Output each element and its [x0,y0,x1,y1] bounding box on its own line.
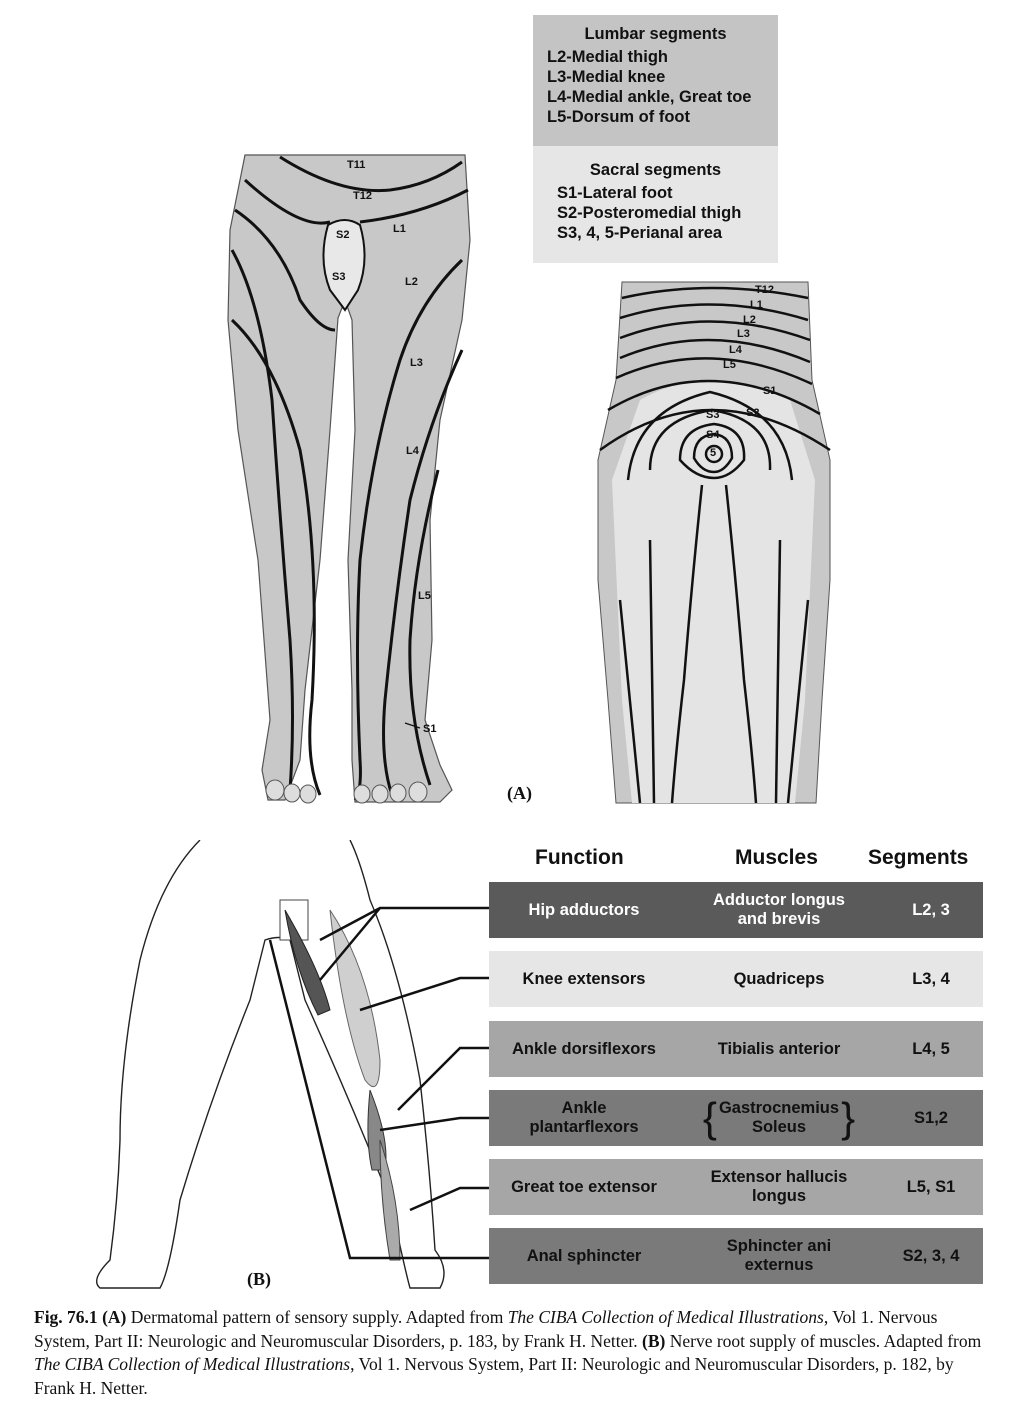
dermatome-label: L1 [750,299,763,311]
lumbar-legend-title: Lumbar segments [584,25,727,43]
sacral-legend-line: S2-Posteromedial thigh [557,204,742,222]
segment-cell: S1,2 [914,1108,948,1127]
table-row [489,951,983,1007]
muscle-name: Tibialis anterior [717,1039,841,1058]
dermatome-label: S4 [706,429,720,441]
muscle-cell [679,1237,879,1275]
dermatome-label: S1 [763,385,777,397]
muscle-cell [679,1040,879,1059]
muscle-name: Quadriceps [733,969,825,988]
back-dermatome-illustration [580,280,840,805]
muscle-cell [679,891,879,929]
dermatome-label: S3 [332,271,346,283]
table-row [489,1159,983,1215]
left-brace-icon: { [702,1094,717,1141]
dermatome-label: T11 [347,159,366,171]
dermatome-label: L3 [737,328,750,340]
lumbar-legend [533,15,778,146]
muscle-cell [679,970,879,989]
function-cell: Great toe extensor [511,1177,657,1196]
dermatome-label: L3 [410,357,423,369]
caption-text: , Vol 1. Nervous System, Part II: Neurologic and Neuromuscular Disorders, p. 183, by Frank H. Netter. [34,1307,938,1351]
sacral-legend-line: S3, 4, 5-Perianal area [557,224,723,242]
segment-cell: L3, 4 [912,969,950,988]
back-view-drawing [580,280,840,805]
dermatome-label: T12 [755,284,774,296]
dermatome-label: L2 [743,314,756,326]
function-cell: Knee extensors [522,969,646,988]
dermatome-label: L4 [406,445,419,457]
lumbar-legend-line: L2-Medial thigh [547,48,668,66]
muscles-header: Muscles [735,846,818,869]
segment-cell: L5, S1 [906,1177,956,1196]
muscle-list [719,1099,839,1137]
function-line: Ankle [561,1099,607,1117]
caption-book-title: The CIBA Collection of Medical Illustrations [507,1307,824,1327]
table-row [489,1228,983,1284]
dermatome-label: S2 [336,229,350,241]
front-legs-drawing [0,0,520,810]
figure-number: Fig. 76.1 [34,1307,98,1327]
lumbar-legend-line: L4-Medial ankle, Great toe [547,88,752,106]
muscle-name: and brevis [737,910,821,928]
function-cell: Ankle dorsiflexors [512,1039,656,1058]
muscle-name: externus [744,1256,814,1274]
caption-book-title: The CIBA Collection of Medical Illustrations [34,1354,351,1374]
right-brace-icon: } [841,1094,856,1141]
dermatome-label: L4 [729,344,742,356]
dermatome-label: S3 [706,409,720,421]
caption-text: Nerve root supply of muscles. Adapted from [665,1330,982,1351]
dermatome-label: 5 [710,447,717,459]
dermatome-label: L1 [393,223,406,235]
panel-b-label: (B) [247,1269,271,1289]
segment-cell: S2, 3, 4 [902,1246,960,1265]
segment-cell: L4, 5 [912,1039,950,1058]
segments-header: Segments [868,846,969,869]
sacral-legend-line: S1-Lateral foot [557,184,673,202]
sacral-legend-title: Sacral segments [589,161,722,179]
dermatome-label: S2 [746,407,760,419]
muscle-legs-drawing [80,840,500,1300]
sacral-legend [533,146,778,263]
muscle-illustration [80,840,500,1300]
lumbar-legend-line: L5-Dorsum of foot [547,108,690,126]
lumbar-legend-line: L3-Medial knee [547,68,666,86]
brace-group [701,1094,857,1141]
table-row [489,1090,983,1146]
muscle-name: Extensor hallucis [710,1168,848,1186]
dermatome-label: L2 [405,276,418,288]
table-row [489,1021,983,1077]
caption-text: , Vol 1. Nervous System, Part II: Neurologic and Neuromuscular Disorders, p. 182, by Frank H. Netter. [34,1354,954,1398]
dermatome-label: T12 [353,190,372,202]
function-line: plantarflexors [529,1118,639,1136]
table-row [489,882,983,938]
function-cell: Hip adductors [528,900,640,919]
muscle-name: Sphincter ani [726,1237,832,1255]
function-cell: Anal sphincter [526,1246,642,1265]
muscle-cell [679,1094,879,1141]
dermatome-label: L5 [418,590,431,602]
muscle-cell [679,1168,879,1206]
front-dermatome-illustration [0,0,520,810]
figure-caption [34,1306,994,1400]
function-cell [489,1099,679,1137]
caption-b-label: (B) [642,1330,666,1351]
muscle-name: Soleus [751,1118,807,1136]
muscle-name: longus [751,1187,807,1205]
muscle-name: Adductor longus [713,891,845,909]
panel-a-label: (A) [507,783,532,803]
muscle-name: Gastrocnemius [718,1099,840,1117]
caption-text: Dermatomal pattern of sensory supply. Adapted from [126,1307,508,1327]
dermatome-label: L5 [723,359,736,371]
function-header: Function [535,846,624,869]
caption-a-label: (A) [102,1307,127,1327]
segment-cell: L2, 3 [912,900,950,919]
dermatome-label: S1 [423,723,437,735]
